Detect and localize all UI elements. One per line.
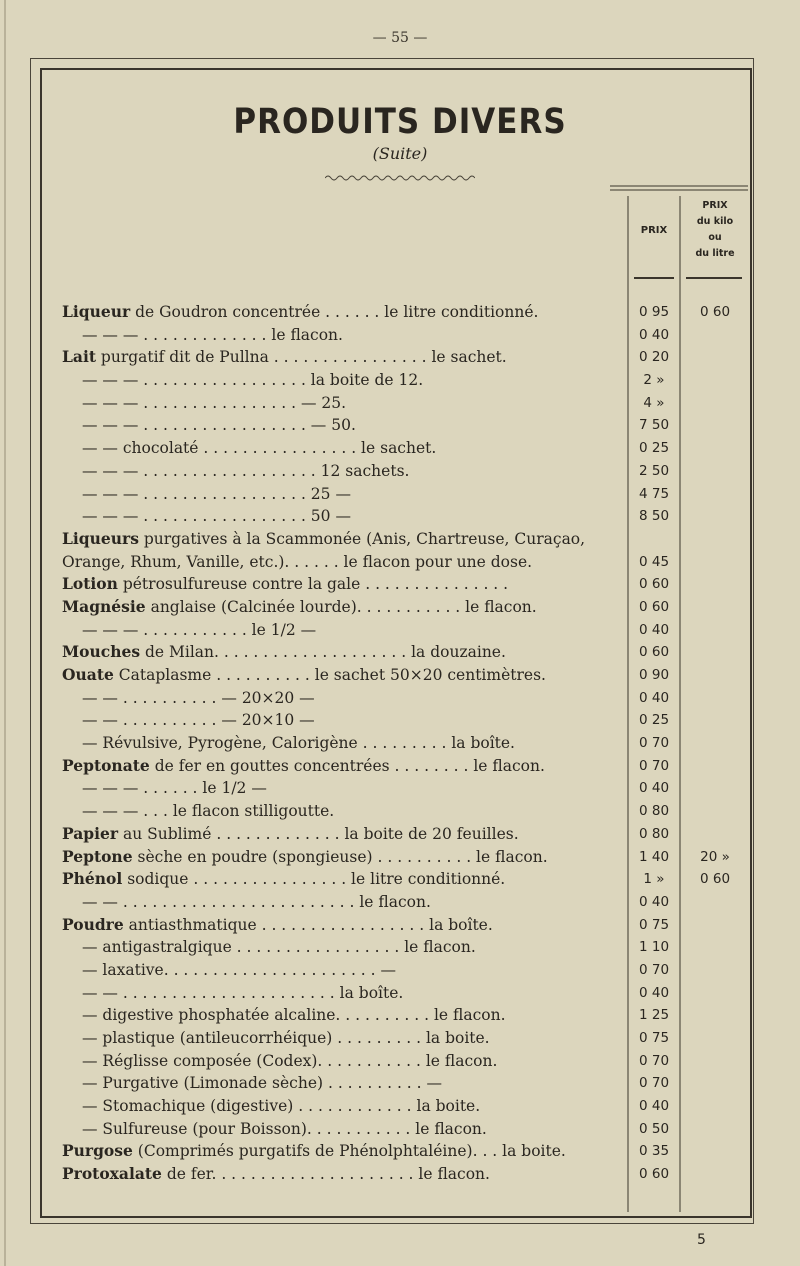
price-cell: 0 75 bbox=[638, 1030, 670, 1047]
price-per-kilo-cell: 0 60 bbox=[699, 304, 731, 320]
row-description bbox=[62, 483, 626, 505]
table-row bbox=[0, 914, 800, 937]
row-description bbox=[62, 755, 626, 777]
row-description bbox=[62, 959, 626, 981]
product-detail: — Sulfureuse (pour Boisson). . . . . . . . . . . le flacon. bbox=[82, 1119, 487, 1138]
product-detail: — Stomachique (digestive) . . . . . . . . . . . . la boite. bbox=[82, 1097, 481, 1116]
price-cell: 0 50 bbox=[638, 1120, 670, 1137]
table-row bbox=[0, 800, 800, 823]
table-row bbox=[0, 1027, 800, 1050]
product-detail: de Milan. . . . . . . . . . . . . . . . . . . . la douzaine. bbox=[140, 643, 506, 662]
row-description bbox=[62, 619, 626, 641]
row-description bbox=[62, 1140, 626, 1162]
table-row bbox=[0, 755, 800, 778]
row-description bbox=[62, 414, 626, 436]
row-description bbox=[62, 528, 626, 573]
row-description bbox=[62, 1027, 626, 1049]
table-row bbox=[0, 437, 800, 460]
product-name: Liqueur bbox=[62, 302, 131, 321]
product-detail: — — — . . . . . . . . . . . . . . . . . . 12 sachets. bbox=[82, 461, 410, 480]
table-row bbox=[0, 483, 800, 506]
table-row bbox=[0, 301, 800, 324]
product-detail: sodique . . . . . . . . . . . . . . . . le litre conditionné. bbox=[122, 870, 506, 889]
product-detail: — — . . . . . . . . . . . . . . . . . . . . . . . . le flacon. bbox=[82, 892, 431, 911]
price-per-kilo-cell: 20 » bbox=[700, 848, 730, 865]
table-row bbox=[0, 936, 800, 959]
table-row bbox=[0, 460, 800, 483]
table-row bbox=[0, 596, 800, 619]
product-name: Magnésie bbox=[62, 596, 146, 616]
price-cell: 0 20 bbox=[638, 349, 670, 366]
table-row bbox=[0, 709, 800, 732]
product-detail: — — . . . . . . . . . . — 20×10 — bbox=[82, 711, 315, 730]
product-name: Liqueurs bbox=[62, 528, 139, 548]
row-description bbox=[62, 573, 626, 595]
product-name: Poudre bbox=[62, 914, 124, 934]
price-cell: 0 40 bbox=[638, 780, 670, 797]
price-cell: 0 40 bbox=[638, 984, 670, 1001]
row-description bbox=[62, 1004, 626, 1026]
row-description bbox=[62, 914, 626, 936]
product-detail: — — . . . . . . . . . . . . . . . . . . . . . . la boîte. bbox=[82, 983, 404, 1002]
row-description bbox=[62, 868, 626, 890]
price-cell: 4 » bbox=[643, 394, 665, 411]
row-description bbox=[62, 687, 626, 709]
product-name: Phénol bbox=[62, 869, 123, 889]
price-cell: 0 70 bbox=[638, 1075, 670, 1092]
table-row bbox=[0, 1095, 800, 1118]
table-row bbox=[0, 414, 800, 437]
product-detail: antiasthmatique . . . . . . . . . . . . . . . . . la boîte. bbox=[123, 915, 493, 934]
product-name: Papier bbox=[62, 823, 119, 843]
row-description bbox=[62, 982, 626, 1004]
price-cell: 0 90 bbox=[638, 667, 670, 684]
product-name: Lotion bbox=[62, 574, 118, 594]
product-detail: — antigastralgique . . . . . . . . . . . . . . . . . le flacon. bbox=[82, 938, 476, 957]
row-description bbox=[62, 1050, 626, 1072]
price-cell: 0 70 bbox=[638, 961, 670, 978]
product-detail: Cataplasme . . . . . . . . . . le sachet 50×20 centimètres. bbox=[113, 666, 546, 685]
price-cell: 0 40 bbox=[638, 689, 670, 706]
table-row bbox=[0, 823, 800, 846]
table-row bbox=[0, 732, 800, 755]
table-row bbox=[0, 369, 800, 392]
table-row bbox=[0, 1118, 800, 1141]
product-detail: — — — . . . . . . . . . . . . . . . . . 25 — bbox=[82, 484, 351, 503]
row-description bbox=[62, 324, 626, 346]
table-row bbox=[0, 868, 800, 891]
table-row bbox=[0, 1072, 800, 1095]
product-detail: de fer. . . . . . . . . . . . . . . . . . . . . le flacon. bbox=[161, 1165, 490, 1184]
price-cell: 0 25 bbox=[638, 440, 670, 457]
row-description bbox=[62, 891, 626, 913]
product-detail: — — — . . . . . . . . . . . . . le flacon. bbox=[82, 325, 343, 344]
row-description bbox=[62, 641, 626, 663]
table-row bbox=[0, 619, 800, 642]
signature-mark: 5 bbox=[697, 1232, 706, 1248]
row-description bbox=[62, 301, 626, 323]
row-description bbox=[62, 1072, 626, 1094]
price-cell: 1 » bbox=[643, 871, 665, 888]
price-cell: 2 50 bbox=[638, 462, 670, 479]
row-description bbox=[62, 392, 626, 414]
price-cell: 0 35 bbox=[638, 1143, 670, 1160]
row-description bbox=[62, 369, 626, 391]
row-description bbox=[62, 664, 626, 686]
product-detail: — — chocolaté . . . . . . . . . . . . . . . . le sachet. bbox=[82, 439, 437, 458]
product-detail: anglaise (Calcinée lourde). . . . . . . . . . . le flacon. bbox=[145, 597, 537, 616]
table-row bbox=[0, 1004, 800, 1027]
table-row bbox=[0, 392, 800, 415]
row-description bbox=[62, 437, 626, 459]
product-name: Lait bbox=[62, 347, 96, 367]
price-cell: 0 25 bbox=[638, 712, 670, 729]
row-description bbox=[62, 777, 626, 799]
price-cell: 0 60 bbox=[638, 598, 670, 615]
price-cell: 0 40 bbox=[638, 893, 670, 910]
table-row bbox=[0, 324, 800, 347]
row-description bbox=[62, 732, 626, 754]
table-row bbox=[0, 641, 800, 664]
price-cell: 0 95 bbox=[638, 304, 670, 320]
product-name: Mouches bbox=[62, 642, 141, 662]
product-detail: — Purgative (Limonade sèche) . . . . . . . . . . — bbox=[82, 1074, 443, 1093]
product-detail: purgatives à la Scammonée (Anis, Chartreuse, Curaçao, Orange, Rhum, Vanille, etc.). . . . . . le flacon pour une dose. bbox=[62, 529, 586, 571]
page-title: PRODUITS DIVERS bbox=[233, 101, 567, 143]
product-detail: pétrosulfureuse contre la gale . . . . . . . . . . . . . . . bbox=[117, 575, 509, 594]
price-cell: 0 75 bbox=[638, 916, 670, 933]
product-name: Purgose bbox=[62, 1141, 133, 1161]
row-description bbox=[62, 846, 626, 868]
product-name: Peptonate bbox=[62, 755, 150, 775]
product-detail: — Révulsive, Pyrogène, Calorigène . . . . . . . . . la boîte. bbox=[82, 734, 515, 753]
product-detail: de Goudron concentrée . . . . . . le litre conditionné. bbox=[130, 303, 539, 321]
table-row bbox=[0, 505, 800, 528]
table-row bbox=[0, 959, 800, 982]
table-row bbox=[0, 982, 800, 1005]
price-cell: 1 40 bbox=[638, 848, 670, 865]
row-description bbox=[62, 596, 626, 618]
ornament-divider bbox=[325, 174, 475, 182]
product-detail: — digestive phosphatée alcaline. . . . . . . . . . le flacon. bbox=[82, 1006, 506, 1025]
page-subtitle: (Suite) bbox=[372, 144, 428, 163]
price-cell: 0 70 bbox=[638, 1052, 670, 1069]
price-cell: 0 70 bbox=[638, 735, 670, 752]
table-row bbox=[0, 346, 800, 369]
table-row bbox=[0, 573, 800, 596]
price-list bbox=[0, 301, 800, 1186]
price-cell: 0 80 bbox=[638, 803, 670, 820]
table-row bbox=[0, 891, 800, 914]
product-detail: — — — . . . le flacon stilligoutte. bbox=[82, 802, 335, 821]
column-header-prix-kilo: PRIX du kilo ou du litre bbox=[695, 200, 735, 259]
product-detail: purgatif dit de Pullna . . . . . . . . . . . . . . . . le sachet. bbox=[96, 348, 507, 367]
product-detail: — — — . . . . . . . . . . . . . . . . — 25. bbox=[82, 393, 347, 412]
table-row bbox=[0, 846, 800, 869]
row-description bbox=[62, 1095, 626, 1117]
row-description bbox=[62, 800, 626, 822]
product-name: Ouate bbox=[62, 665, 114, 685]
table-row bbox=[0, 1050, 800, 1073]
price-cell: 1 25 bbox=[638, 1007, 670, 1024]
row-description bbox=[62, 505, 626, 527]
row-description bbox=[62, 1118, 626, 1140]
table-row bbox=[0, 528, 800, 573]
price-cell: 8 50 bbox=[638, 508, 670, 525]
product-detail: — — — . . . . . . . . . . . . . . . . . la boite de 12. bbox=[82, 371, 424, 390]
product-detail: sèche en poudre (spongieuse) . . . . . . . . . . le flacon. bbox=[132, 847, 548, 866]
price-cell: 0 60 bbox=[638, 644, 670, 661]
row-description bbox=[62, 936, 626, 958]
price-cell: 1 10 bbox=[638, 939, 670, 956]
price-cell: 0 60 bbox=[638, 576, 670, 593]
price-per-kilo-cell: 0 60 bbox=[699, 871, 731, 888]
product-name: Peptone bbox=[62, 846, 133, 866]
price-cell: 4 75 bbox=[638, 485, 670, 502]
product-detail: — — — . . . . . . . . . . . . . . . . . — 50. bbox=[82, 416, 356, 435]
price-cell: 0 70 bbox=[638, 757, 670, 774]
row-description bbox=[62, 1163, 626, 1185]
table-row bbox=[0, 664, 800, 687]
product-detail: de fer en gouttes concentrées . . . . . . . . le flacon. bbox=[149, 756, 545, 775]
row-description bbox=[62, 346, 626, 368]
row-description bbox=[62, 709, 626, 731]
product-detail: (Comprimés purgatifs de Phénolphtaléine). . . la boite. bbox=[132, 1142, 566, 1161]
product-detail: — — — . . . . . . . . . . . . . . . . . 50 — bbox=[82, 507, 351, 526]
table-row bbox=[0, 1140, 800, 1163]
product-name: Protoxalate bbox=[62, 1164, 162, 1184]
product-detail: — — — . . . . . . . . . . . le 1/2 — bbox=[82, 620, 317, 639]
product-detail: — plastique (antileucorrhéique) . . . . . . . . . la boite. bbox=[82, 1029, 490, 1048]
product-detail: — laxative. . . . . . . . . . . . . . . . . . . . . . — bbox=[82, 960, 397, 979]
price-cell: 0 40 bbox=[638, 621, 670, 638]
table-row bbox=[0, 1163, 800, 1186]
column-header-prix: PRIX bbox=[640, 225, 668, 236]
page-number: — 55 — bbox=[372, 30, 428, 46]
price-cell: 0 40 bbox=[638, 326, 670, 343]
price-cell: 0 45 bbox=[638, 553, 670, 570]
table-row bbox=[0, 777, 800, 800]
price-cell: 2 » bbox=[643, 372, 665, 389]
row-description bbox=[62, 823, 626, 845]
price-cell: 0 80 bbox=[638, 825, 670, 842]
price-cell: 0 40 bbox=[638, 1098, 670, 1115]
price-cell: 0 60 bbox=[638, 1166, 670, 1183]
table-row bbox=[0, 687, 800, 710]
product-detail: — — — . . . . . . le 1/2 — bbox=[82, 779, 267, 798]
product-detail: — Réglisse composée (Codex). . . . . . . . . . . le flacon. bbox=[82, 1051, 498, 1070]
price-cell: 7 50 bbox=[638, 417, 670, 434]
product-detail: au Sublimé . . . . . . . . . . . . . la boite de 20 feuilles. bbox=[118, 824, 519, 843]
row-description bbox=[62, 460, 626, 482]
product-detail: — — . . . . . . . . . . — 20×20 — bbox=[82, 688, 315, 707]
